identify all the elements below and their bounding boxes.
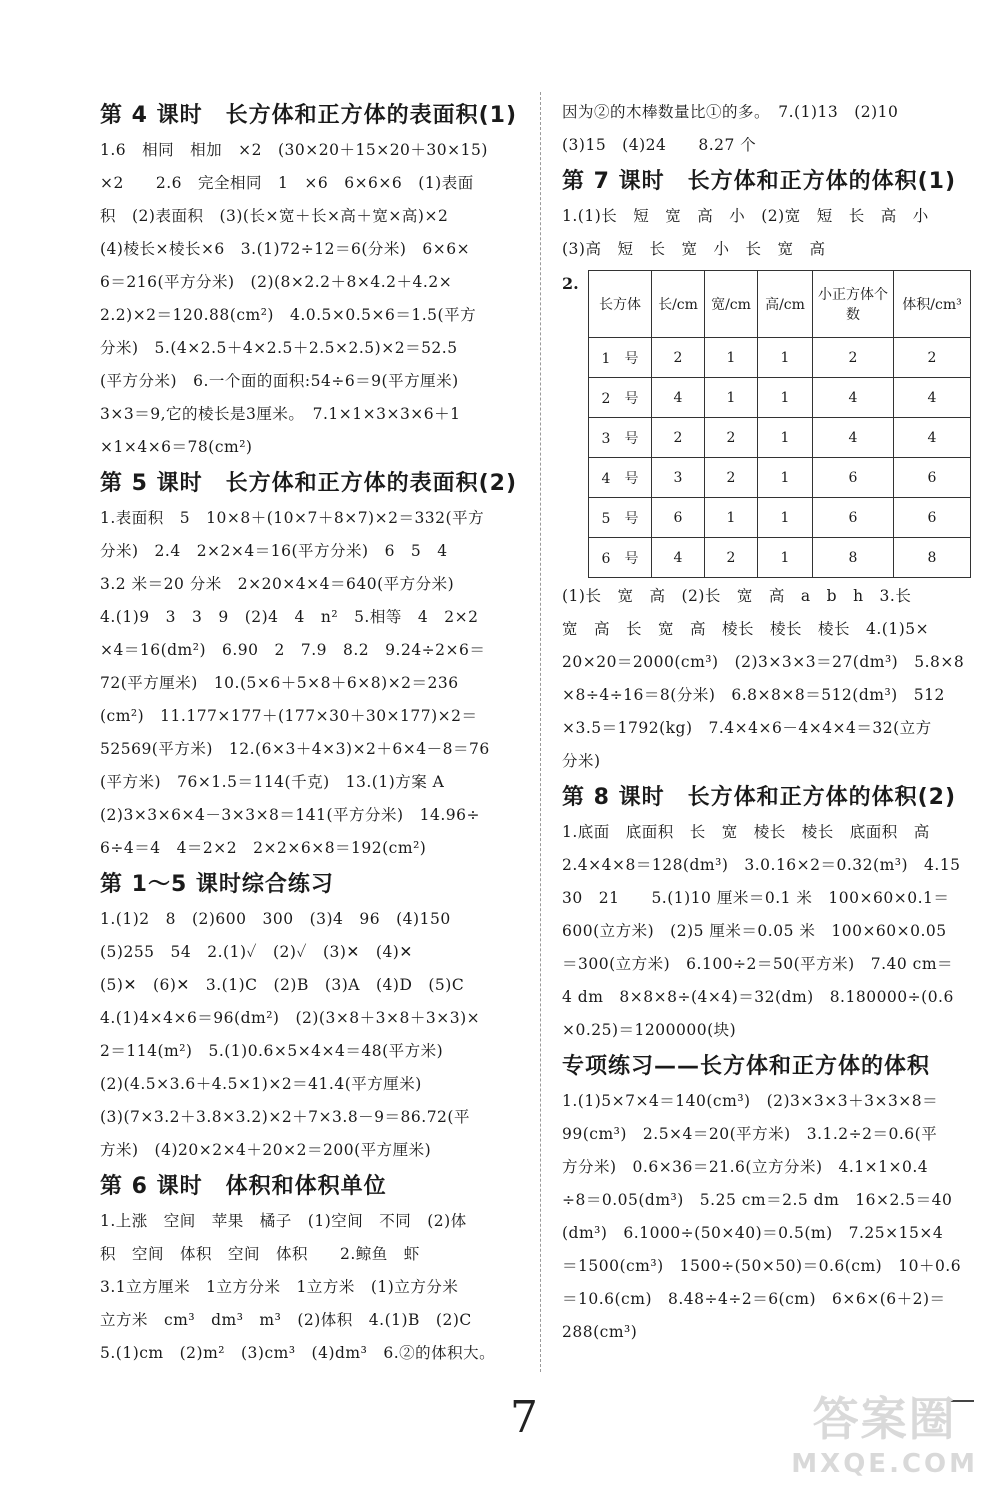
answer-line: ×0.25)＝1200000(块) (562, 1021, 737, 1039)
answer-line: 立方米 cm³ dm³ m³ (2)体积 4.(1)B (2)C (100, 1311, 472, 1329)
answer-line: (5)✕ (6)✕ 3.(1)C (2)B (3)A (4)D (5)C (100, 976, 465, 994)
section-title-lesson-4: 第 4 课时 长方体和正方体的表面积(1) (100, 103, 518, 128)
table-cell: 3 (652, 458, 705, 498)
section-title-lesson-5: 第 5 课时 长方体和正方体的表面积(2) (100, 471, 518, 496)
answer-line: 2.4×4×8＝128(dm³) 3.0.16×2＝0.32(m³) 4.15 (562, 856, 961, 874)
table-cell: 1 (758, 378, 813, 418)
answer-line: (4)棱长×棱长×6 3.(1)72÷12＝6(分米) 6×6× (100, 240, 471, 258)
section-title-lesson-6: 第 6 课时 体积和体积单位 (100, 1174, 387, 1199)
page-number: 7 (510, 1392, 538, 1443)
table-row (589, 538, 971, 578)
table-row (589, 338, 971, 378)
table-cell: 4 号 (589, 458, 652, 498)
table-cell: 4 (894, 378, 971, 418)
table-cell: 6 (894, 458, 971, 498)
table-body (589, 338, 971, 578)
answer-line: (平方米) 76×1.5＝114(千克) 13.(1)方案 A (100, 773, 445, 791)
table-cell: 6 (813, 498, 894, 538)
table-cell: 6 号 (589, 538, 652, 578)
column-divider (540, 92, 541, 1372)
table-cell: 2 号 (589, 378, 652, 418)
answer-line: 5.(1)cm (2)m² (3)cm³ (4)dm³ 6.②的体积大。 (100, 1344, 496, 1362)
answer-line: 1.(1)长 短 宽 高 小 (2)宽 短 长 高 小 (562, 207, 929, 225)
answer-line: 600(立方米) (2)5 厘米＝0.05 米 100×60×0.05 (562, 922, 947, 940)
table-cell: 4 (652, 378, 705, 418)
answer-line: (cm²) 11.177×177＋(177×30＋30×177)×2＝ (100, 707, 478, 725)
table-cell: 1 号 (589, 338, 652, 378)
lesson-8-answers (562, 816, 980, 1047)
answer-line: 4.(1)9 3 3 9 (2)4 4 n² 5.相等 4 2×2 (100, 608, 479, 626)
table-cell: 8 (813, 538, 894, 578)
answer-line: ÷8＝0.05(dm³) 5.25 cm＝2.5 dm 16×2.5＝40 (562, 1191, 953, 1209)
answer-line: 1.上涨 空间 苹果 橘子 (1)空间 不同 (2)体 (100, 1212, 467, 1230)
lesson-6-answers (100, 1205, 524, 1370)
answer-line: ＝10.6(cm) 8.48÷4÷2＝6(cm) 6×6×(6＋2)＝ (562, 1290, 946, 1308)
table-cell: 2 (652, 418, 705, 458)
table-header: 长方体 (589, 271, 652, 338)
table-cell: 6 (813, 458, 894, 498)
table-header: 小正方体个数 (813, 271, 894, 338)
answer-line: 积 空间 体积 空间 体积 2.鲸鱼 虾 (100, 1245, 420, 1263)
answer-line: (2)(4.5×3.6＋4.5×1)×2＝41.4(平方厘米) (100, 1075, 422, 1093)
answer-line: 6＝216(平方分米) (2)(8×2.2＋8×4.2＋4.2× (100, 273, 453, 291)
review-1-5-answers (100, 903, 524, 1167)
table-cell: 2 (705, 458, 758, 498)
lesson-4-answers (100, 134, 524, 464)
table-cell: 5 号 (589, 498, 652, 538)
answer-line: 积 (2)表面积 (3)(长×宽＋长×高＋宽×高)×2 (100, 207, 449, 225)
answer-line: 分米) 5.(4×2.5＋4×2.5＋2.5×2.5)×2＝52.5 (100, 339, 458, 357)
lesson-7-answers-a (562, 200, 980, 266)
table-cell: 3 号 (589, 418, 652, 458)
lesson-5-answers (100, 502, 524, 865)
answer-line: (1)长 宽 高 (2)长 宽 高 a b h 3.长 (562, 587, 912, 605)
answer-line: 2＝114(m²) 5.(1)0.6×5×4×4＝48(平方米) (100, 1042, 444, 1060)
table-cell: 8 (894, 538, 971, 578)
answer-line: ＝300(立方米) 6.100÷2＝50(平方米) 7.40 cm＝ (562, 955, 954, 973)
answer-line: 72(平方厘米) 10.(5×6＋5×8＋6×8)×2＝236 (100, 674, 459, 692)
table-cell: 6 (894, 498, 971, 538)
table-cell: 1 (705, 498, 758, 538)
answer-line: 1.(1)2 8 (2)600 300 (3)4 96 (4)150 (100, 910, 451, 928)
answer-line: 20×20＝2000(cm³) (2)3×3×3＝27(dm³) 5.8×8 (562, 653, 965, 671)
answer-line: 1.底面 底面积 长 宽 棱长 棱长 底面积 高 (562, 823, 930, 841)
table-row (589, 418, 971, 458)
answer-line: 因为②的木棒数量比①的多。 7.(1)13 (2)10 (562, 103, 899, 121)
answer-line: 宽 高 长 宽 高 棱长 棱长 棱长 4.(1)5× (562, 620, 930, 638)
watermark (791, 1383, 978, 1479)
answer-line: (5)255 54 2.(1)✓ (2)✓ (3)✕ (4)✕ (100, 943, 413, 961)
answer-line: 30 21 5.(1)10 厘米＝0.1 米 100×60×0.1＝ (562, 889, 950, 907)
section-title-lesson-8: 第 8 课时 长方体和正方体的体积(2) (562, 785, 957, 810)
answer-line: 4.(1)4×4×6＝96(dm²) (2)(3×8＋3×8＋3×3)× (100, 1009, 481, 1027)
question-2-table-block (562, 270, 980, 578)
answer-line: (平方分米) 6.一个面的面积:54÷6＝9(平方厘米) (100, 372, 459, 390)
table-header-row (589, 271, 971, 338)
table-cell: 2 (813, 338, 894, 378)
section-title-lesson-7: 第 7 课时 长方体和正方体的体积(1) (562, 169, 957, 194)
answer-line: 方分米) 0.6×36＝21.6(立方分米) 4.1×1×0.4 (562, 1158, 929, 1176)
answer-line: (3)15 (4)24 8.27 个 (562, 136, 757, 154)
table-cell: 1 (705, 338, 758, 378)
table-header: 高/cm (758, 271, 813, 338)
table-cell: 1 (758, 458, 813, 498)
watermark-logo-text: 答案圈 (812, 1392, 957, 1446)
special-practice-answers (562, 1085, 980, 1349)
answer-line: (3)高 短 长 宽 小 长 宽 高 (562, 240, 826, 258)
table-cell: 2 (705, 538, 758, 578)
section-title-review-1-5: 第 1～5 课时综合练习 (100, 872, 334, 897)
table-cell: 1 (705, 378, 758, 418)
table-header: 长/cm (652, 271, 705, 338)
table-cell: 4 (813, 378, 894, 418)
cuboid-volume-table (588, 270, 971, 578)
left-column (100, 96, 524, 1370)
table-header: 宽/cm (705, 271, 758, 338)
table-cell: 1 (758, 418, 813, 458)
table-header: 体积/cm³ (894, 271, 971, 338)
answer-line: 2.2)×2＝120.88(cm²) 4.0.5×0.5×6＝1.5(平方 (100, 306, 477, 324)
section-title-special-practice: 专项练习——长方体和正方体的体积 (562, 1054, 931, 1079)
answer-line: ×3.5＝1792(kg) 7.4×4×6－4×4×4＝32(立方 (562, 719, 932, 737)
table-cell: 6 (652, 498, 705, 538)
answer-line: 3.2 米＝20 分米 2×20×4×4＝640(平方分米) (100, 575, 455, 593)
answer-line: 方米) (4)20×2×4＋20×2＝200(平方厘米) (100, 1141, 432, 1159)
answer-line: 4 dm 8×8×8÷(4×4)＝32(dm) 8.180000÷(0.6 (562, 988, 954, 1006)
answer-line: 6÷4＝4 4＝2×2 2×2×6×8＝192(cm²) (100, 839, 427, 857)
answer-line: 1.(1)5×7×4＝140(cm³) (2)3×3×3＋3×3×8＝ (562, 1092, 939, 1110)
answer-line: 1.6 相同 相加 ×2 (30×20＋15×20＋30×15) (100, 141, 488, 159)
table-cell: 1 (758, 338, 813, 378)
answer-line: 288(cm³) (562, 1323, 638, 1341)
answer-line: (dm³) 6.1000÷(50×40)＝0.5(m) 7.25×15×4 (562, 1224, 944, 1242)
answer-line: (3)(7×3.2＋3.8×3.2)×2＋7×3.8－9＝86.72(平 (100, 1108, 470, 1126)
right-column (562, 96, 980, 1349)
answer-line: ×2 2.6 完全相同 1 ×6 6×6×6 (1)表面 (100, 174, 474, 192)
answer-line: (2)3×3×6×4－3×3×8＝141(平方分米) 14.96÷ (100, 806, 480, 824)
answer-line: ＝1500(cm³) 1500÷(50×50)＝0.6(cm) 10＋0.6 (562, 1257, 962, 1275)
table-cell: 2 (705, 418, 758, 458)
table-cell: 4 (652, 538, 705, 578)
table-cell: 4 (894, 418, 971, 458)
table-cell: 4 (813, 418, 894, 458)
answer-line: 分米) 2.4 2×2×4＝16(平方分米) 6 5 4 (100, 542, 448, 560)
answer-line: ×8÷4÷16＝8(分米) 6.8×8×8＝512(dm³) 512 (562, 686, 945, 704)
table-row (589, 498, 971, 538)
table-cell: 1 (758, 498, 813, 538)
lesson-7-answers-b (562, 580, 980, 778)
answer-line: 52569(平方米) 12.(6×3＋4×3)×2＋6×4－8＝76 (100, 740, 490, 758)
table-cell: 1 (758, 538, 813, 578)
answer-line: ×4＝16(dm²) 6.90 2 7.9 8.2 9.24÷2×6＝ (100, 641, 486, 659)
answer-line: 99(cm³) 2.5×4＝20(平方米) 3.1.2÷2＝0.6(平 (562, 1125, 938, 1143)
watermark-url: MXQE.COM (791, 1449, 978, 1479)
answer-line: 分米) (562, 752, 601, 770)
table-cell: 2 (652, 338, 705, 378)
question-number: 2. (562, 274, 579, 293)
answer-line: ×1×4×6＝78(cm²) (100, 438, 253, 456)
table-cell: 2 (894, 338, 971, 378)
table-row (589, 458, 971, 498)
answer-line: 1.表面积 5 10×8＋(10×7＋8×7)×2＝332(平方 (100, 509, 485, 527)
answer-line: 3×3＝9,它的棱长是3厘米。 7.1×1×3×3×6＋1 (100, 405, 461, 423)
table-row (589, 378, 971, 418)
answer-line: 3.1立方厘米 1立方分米 1立方米 (1)立方分米 (100, 1278, 459, 1296)
carryover-answers (562, 96, 980, 162)
